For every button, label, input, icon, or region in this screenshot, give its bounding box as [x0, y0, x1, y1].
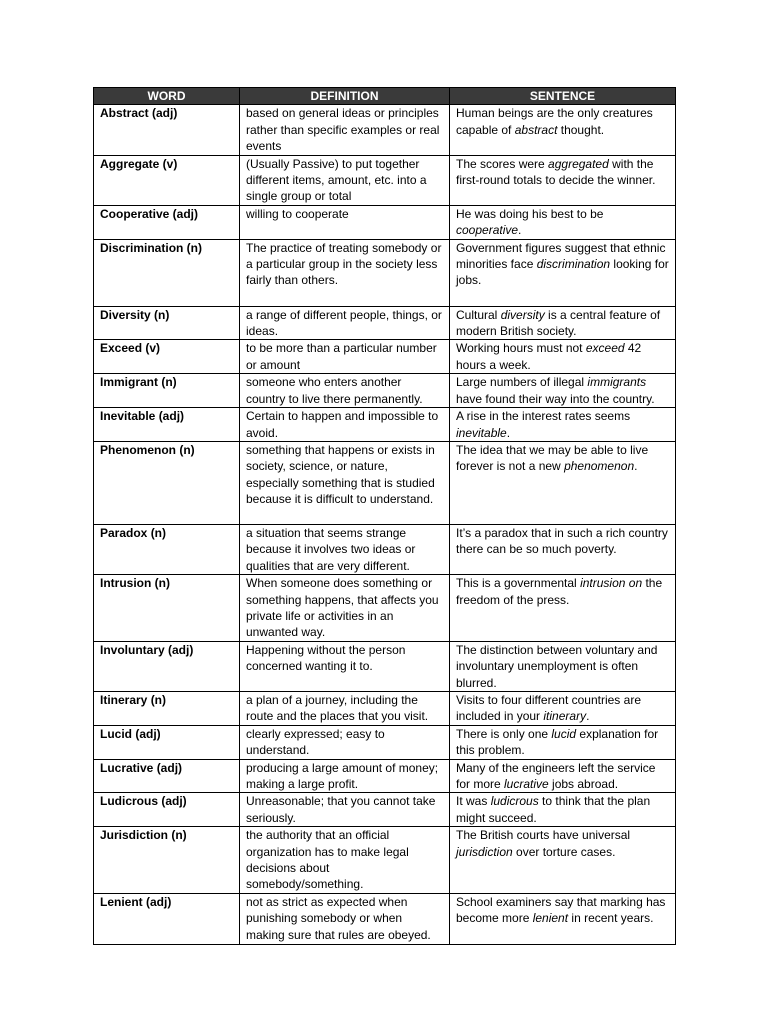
highlighted-term: on: [628, 576, 643, 591]
table-row: [94, 759, 676, 793]
table-row: [94, 340, 676, 374]
sentence-text: to think that the plan might succeed.: [456, 794, 651, 825]
sentence-text: It’s a paradox that in such a rich country there can be so much poverty.: [456, 525, 668, 557]
sentence-cell: [450, 340, 676, 374]
sentence-text: The distinction between voluntary and involuntary unemployment is often blurred.: [456, 642, 658, 690]
table-row: [94, 374, 676, 408]
definition-cell: the authority that an official organization has to make legal decisions about somebody/something.: [240, 827, 450, 894]
table-row: [94, 827, 676, 894]
table-row: [94, 793, 676, 827]
table-row: [94, 105, 676, 155]
table-row: [94, 408, 676, 442]
table-header-row: [94, 88, 676, 105]
sentence-cell: [450, 105, 676, 155]
definition-cell: not as strict as expected when punishing somebody or when making sure that rules are obeyed.: [240, 893, 450, 944]
sentence-text: looking for jobs.: [456, 257, 669, 288]
highlighted-term: intrusion: [580, 576, 626, 591]
word-cell: Exceed (v): [94, 340, 240, 374]
column-header-word: WORD: [94, 88, 240, 105]
sentence-cell: [450, 155, 676, 205]
word-cell: Aggregate (v): [94, 155, 240, 205]
highlighted-term: ludicrous: [490, 794, 539, 809]
sentence-text: have found their way into the country.: [456, 391, 655, 406]
sentence-text: Working hours must not: [456, 341, 586, 356]
highlighted-term: aggregated: [548, 156, 609, 171]
sentence-text: .: [506, 425, 511, 440]
sentence-text: explanation for this problem.: [456, 726, 659, 758]
table-row: [94, 524, 676, 574]
word-cell: Lenient (adj): [94, 893, 240, 944]
definition-cell: a range of different people, things, or ideas.: [240, 306, 450, 340]
word-cell: Diversity (n): [94, 306, 240, 340]
word-cell: Lucid (adj): [94, 725, 240, 759]
sentence-cell: [450, 239, 676, 306]
sentence-text: Human beings are the only creatures capable of: [456, 106, 653, 137]
definition-cell: Unreasonable; that you cannot take seriously.: [240, 793, 450, 827]
sentence-text: This is a governmental: [456, 576, 581, 591]
sentence-text: The British courts have universal: [456, 828, 631, 843]
definition-cell: to be more than a particular number or amount: [240, 340, 450, 374]
sentence-cell: [450, 374, 676, 408]
sentence-cell: [450, 893, 676, 944]
highlighted-term: phenomenon: [564, 459, 635, 474]
highlighted-term: discrimination: [536, 257, 611, 272]
sentence-cell: [450, 408, 676, 442]
sentence-text: jobs abroad.: [548, 777, 619, 791]
definition-cell: a situation that seems strange because it involves two ideas or qualities that are very different.: [240, 524, 450, 574]
sentence-cell: [450, 827, 676, 894]
highlighted-term: cooperative: [456, 223, 519, 238]
sentence-text: It was: [456, 794, 491, 809]
table-row: [94, 641, 676, 691]
table-row: [94, 893, 676, 944]
highlighted-term: inevitable: [456, 425, 507, 440]
definition-cell: based on general ideas or principles rather than specific examples or real events: [240, 105, 450, 155]
word-cell: Phenomenon (n): [94, 441, 240, 524]
table-row: [94, 575, 676, 642]
sentence-text: Large numbers of illegal: [456, 375, 588, 390]
sentence-text: The scores were: [456, 156, 549, 171]
sentence-text: Cultural: [456, 307, 501, 322]
table-row: [94, 155, 676, 205]
sentence-text: .: [518, 223, 522, 238]
highlighted-term: itinerary: [543, 709, 587, 724]
definition-cell: Certain to happen and impossible to avoid.: [240, 408, 450, 442]
sentence-text: The idea that we may be able to live forever is not a new: [456, 442, 649, 474]
word-cell: Jurisdiction (n): [94, 827, 240, 894]
word-cell: Itinerary (n): [94, 691, 240, 725]
column-header-definition: DEFINITION: [240, 88, 450, 105]
word-cell: Abstract (adj): [94, 105, 240, 155]
table-row: [94, 306, 676, 340]
sentence-text: Government figures suggest that ethnic minorities face: [456, 240, 666, 272]
definition-cell: The practice of treating somebody or a particular group in the society less fairly than others.: [240, 239, 450, 306]
sentence-text: There is only one: [456, 726, 552, 741]
word-cell: Involuntary (adj): [94, 641, 240, 691]
definition-cell: Happening without the person concerned wanting it to.: [240, 641, 450, 691]
highlighted-term: lucrative: [504, 777, 549, 791]
sentence-cell: [450, 205, 676, 239]
sentence-text: the freedom of the press.: [456, 576, 663, 607]
table-row: [94, 691, 676, 725]
sentence-cell: [450, 691, 676, 725]
word-cell: Paradox (n): [94, 524, 240, 574]
sentence-text: Visits to four different countries are included in your: [456, 692, 641, 724]
definition-cell: willing to cooperate: [240, 205, 450, 239]
table-row: [94, 725, 676, 759]
word-cell: Lucrative (adj): [94, 759, 240, 793]
word-cell: Immigrant (n): [94, 374, 240, 408]
sentence-text: in recent years.: [568, 911, 654, 926]
sentence-text: Many of the engineers left the service for more: [456, 760, 656, 791]
sentence-text: with the first-round totals to decide the winner.: [456, 156, 656, 188]
highlighted-term: immigrants: [587, 375, 647, 390]
highlighted-term: lenient: [532, 911, 569, 926]
word-cell: Inevitable (adj): [94, 408, 240, 442]
table-row: [94, 205, 676, 239]
definition-cell: a plan of a journey, including the route and the places that you visit.: [240, 691, 450, 725]
sentence-cell: [450, 575, 676, 642]
sentence-cell: [450, 759, 676, 793]
definition-cell: producing a large amount of money; making a large profit.: [240, 759, 450, 793]
sentence-text: .: [586, 709, 590, 724]
sentence-text: 42 hours a week.: [456, 341, 642, 372]
definition-cell: When someone does something or something happens, that affects you private life or activities in an unwanted way.: [240, 575, 450, 642]
sentence-cell: [450, 641, 676, 691]
word-cell: Cooperative (adj): [94, 205, 240, 239]
sentence-cell: [450, 725, 676, 759]
definition-cell: someone who enters another country to live there permanently.: [240, 374, 450, 408]
sentence-text: is a central feature of modern British society.: [456, 307, 661, 339]
highlighted-term: diversity: [500, 307, 545, 322]
definition-cell: clearly expressed; easy to understand.: [240, 725, 450, 759]
sentence-cell: [450, 524, 676, 574]
word-cell: Discrimination (n): [94, 239, 240, 306]
highlighted-term: exceed: [585, 341, 625, 356]
highlighted-term: jurisdiction: [456, 844, 513, 859]
vocabulary-table: [93, 87, 676, 945]
sentence-cell: [450, 793, 676, 827]
sentence-text: over torture cases.: [512, 844, 616, 859]
sentence-text: A rise in the interest rates seems: [456, 409, 631, 424]
sentence-cell: [450, 306, 676, 340]
word-cell: Ludicrous (adj): [94, 793, 240, 827]
word-cell: Intrusion (n): [94, 575, 240, 642]
sentence-cell: [450, 441, 676, 524]
highlighted-term: abstract: [514, 122, 558, 137]
column-header-sentence: SENTENCE: [450, 88, 676, 105]
table-row: [94, 239, 676, 306]
definition-cell: (Usually Passive) to put together different items, amount, etc. into a single group or total: [240, 155, 450, 205]
sentence-text: thought.: [557, 122, 605, 137]
highlighted-term: lucid: [551, 726, 577, 741]
definition-cell: something that happens or exists in society, science, or nature, especially something that is studied because it is difficult to understand.: [240, 441, 450, 524]
sentence-text: School examiners say that marking has become more: [456, 894, 666, 926]
sentence-text: He was doing his best to be: [456, 206, 604, 221]
table-row: [94, 441, 676, 524]
sentence-text: .: [634, 459, 638, 474]
